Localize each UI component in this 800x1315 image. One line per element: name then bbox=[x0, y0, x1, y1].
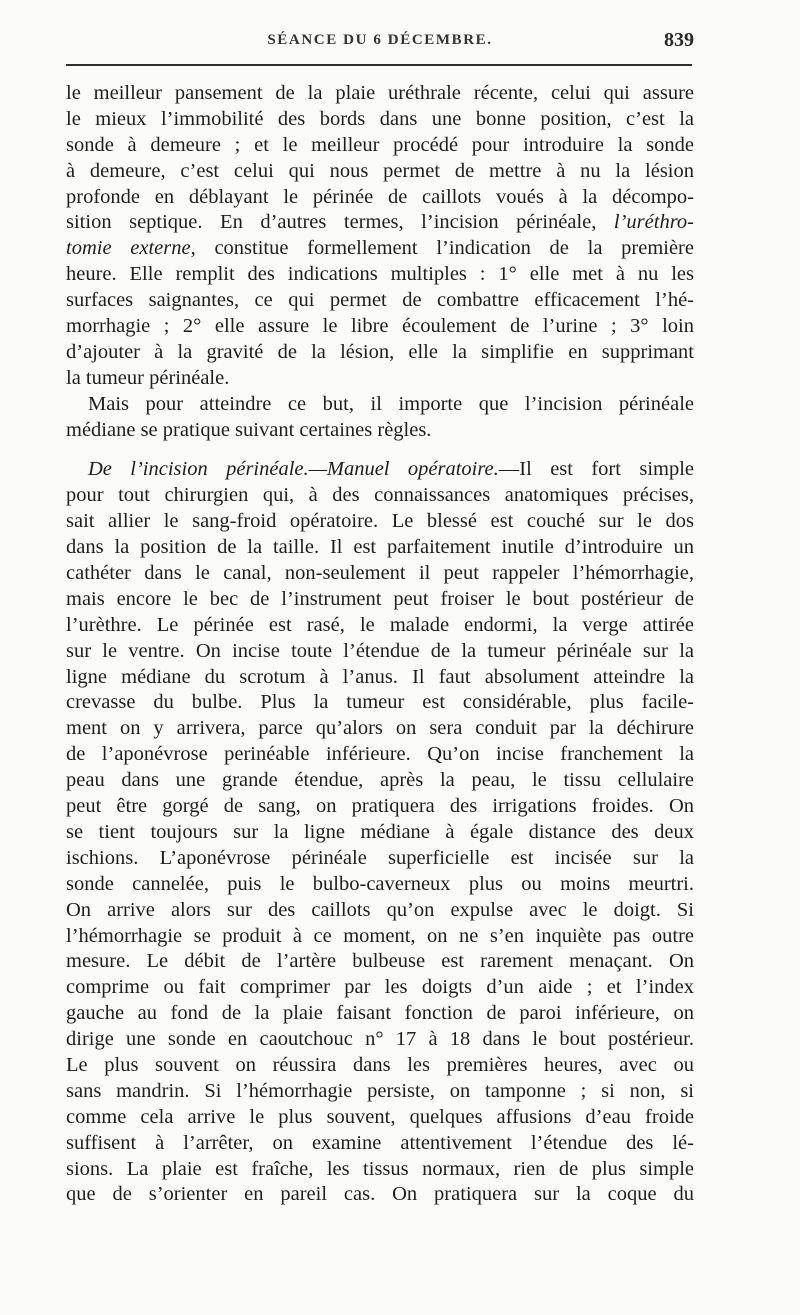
italic-run: tomie externe bbox=[66, 237, 191, 260]
text-line: sonde cannelée, puis le bulbo-caverneux plus ou moins meurtri. bbox=[66, 872, 694, 895]
text-line: se tient toujours sur la ligne médiane à égale distance des deux bbox=[66, 820, 694, 843]
text-line: profonde en déblayant le périnée de caillots voués à la décompo- bbox=[66, 185, 694, 208]
text-line: gauche au fond de la plaie faisant fonction de paroi inférieure, on bbox=[66, 1002, 694, 1025]
text-line: de l’aponévrose perinéable inférieure. Qu’on incise franchement la bbox=[66, 743, 694, 766]
text-line: heure. Elle remplit des indications multiples : 1° elle met à nu les bbox=[66, 263, 694, 286]
text-line: à demeure, c’est celui qui nous permet de mettre à nu la lésion bbox=[66, 159, 694, 182]
section-title: De l’incision périnéale.—Manuel opératoire. bbox=[88, 458, 499, 481]
text-line: pour tout chirurgien qui, à des connaissances anatomiques précises, bbox=[66, 484, 694, 507]
text-line: suffisent à l’arrêter, on examine attentivement l’étendue des lé- bbox=[66, 1131, 694, 1154]
text-line: dirige une sonde en caoutchouc n° 17 à 18 dans le bout postérieur. bbox=[66, 1028, 694, 1051]
text-line: que de s’orienter en pareil cas. On pratiquera sur la coque du bbox=[66, 1183, 694, 1206]
text-line: On arrive alors sur des caillots qu’on expulse avec le doigt. Si bbox=[66, 898, 694, 921]
text-line: médiane se pratique suivant certaines règles. bbox=[66, 418, 432, 441]
text-line: d’ajouter à la gravité de la lésion, elle la simplifie en supprimant bbox=[66, 340, 694, 363]
text-line bbox=[66, 457, 694, 483]
running-head bbox=[66, 28, 694, 56]
text-line bbox=[66, 210, 694, 236]
text-line: le mieux l’immobilité des bords dans une bonne position, c’est la bbox=[66, 107, 694, 130]
text-line: sions. La plaie est fraîche, les tissus normaux, rien de plus simple bbox=[66, 1157, 694, 1180]
text-line: la tumeur périnéale. bbox=[66, 366, 230, 389]
text-line: l’hémorrhagie se produit à ce moment, on ne s’en inquiète pas outre bbox=[66, 924, 694, 947]
text-line: cathéter dans le canal, non-seulement il peut rappeler l’hémorrhagie, bbox=[66, 562, 694, 585]
page-body bbox=[66, 81, 694, 1208]
text-line: Mais pour atteindre ce but, il importe que l’incision périnéale bbox=[88, 392, 694, 415]
page-number: 839 bbox=[664, 29, 694, 51]
text-line: peut être gorgé de sang, on pratiquera des irrigations froides. On bbox=[66, 795, 694, 818]
text-line: mesure. Le débit de l’artère bulbeuse est rarement menaçant. On bbox=[66, 950, 694, 973]
text-line: l’urèthre. Le périnée est rasé, le malade endormi, la verge attirée bbox=[66, 613, 694, 636]
text-line: sonde à demeure ; et le meilleur procédé pour introduire la sonde bbox=[66, 133, 694, 156]
text-line: surfaces saignantes, ce qui permet de combattre efficacement l’hé- bbox=[66, 289, 694, 312]
text-line: crevasse du bulbe. Plus la tumeur est considérable, plus facile- bbox=[66, 691, 694, 714]
paragraph-gap bbox=[66, 443, 694, 457]
italic-run: l’uréthro- bbox=[613, 211, 694, 234]
text-line: le meilleur pansement de la plaie uréthrale récente, celui qui assure bbox=[66, 82, 694, 104]
text-line: comme cela arrive le plus souvent, quelques affusions d’eau froide bbox=[66, 1105, 694, 1128]
text-line: comprime ou fait comprimer par les doigts d’un aide ; et l’index bbox=[66, 976, 694, 999]
header-rule bbox=[66, 64, 692, 66]
text-run: —Il est fort simple bbox=[498, 458, 695, 481]
text-line: sur le ventre. On incise toute l’étendue de la tumeur périnéale sur la bbox=[66, 639, 694, 662]
text-line bbox=[66, 236, 694, 262]
text-line: sait allier le sang-froid opératoire. Le blessé est couché sur le dos bbox=[66, 510, 694, 533]
text-line: ligne médiane du scrotum à l’anus. Il faut absolument atteindre la bbox=[66, 665, 694, 688]
text-run: sition septique. En d’autres termes, l’incision périnéale, bbox=[66, 211, 614, 234]
text-line: Le plus souvent on réussira dans les premières heures, avec ou bbox=[66, 1053, 694, 1076]
text-line: dans la position de la taille. Il est parfaitement inutile d’introduire un bbox=[66, 536, 694, 559]
text-line: peau dans une grande étendue, après la peau, le tissu cellulaire bbox=[66, 769, 694, 792]
text-line: morrhagie ; 2° elle assure le libre écoulement de l’urine ; 3° loin bbox=[66, 315, 694, 338]
text-line: mais encore le bec de l’instrument peut froiser le bout postérieur de bbox=[66, 587, 694, 610]
running-title: SÉANCE DU 6 DÉCEMBRE. bbox=[267, 32, 493, 48]
text-line: ment on y arrivera, parce qu’alors on sera conduit par la déchirure bbox=[66, 717, 694, 740]
text-run: , constitue formellement l’indication de la première bbox=[190, 237, 694, 260]
text-line: sans mandrin. Si l’hémorrhagie persiste, on tamponne ; si non, si bbox=[66, 1079, 694, 1102]
text-line: ischions. L’aponévrose périnéale superficielle est incisée sur la bbox=[66, 846, 694, 869]
